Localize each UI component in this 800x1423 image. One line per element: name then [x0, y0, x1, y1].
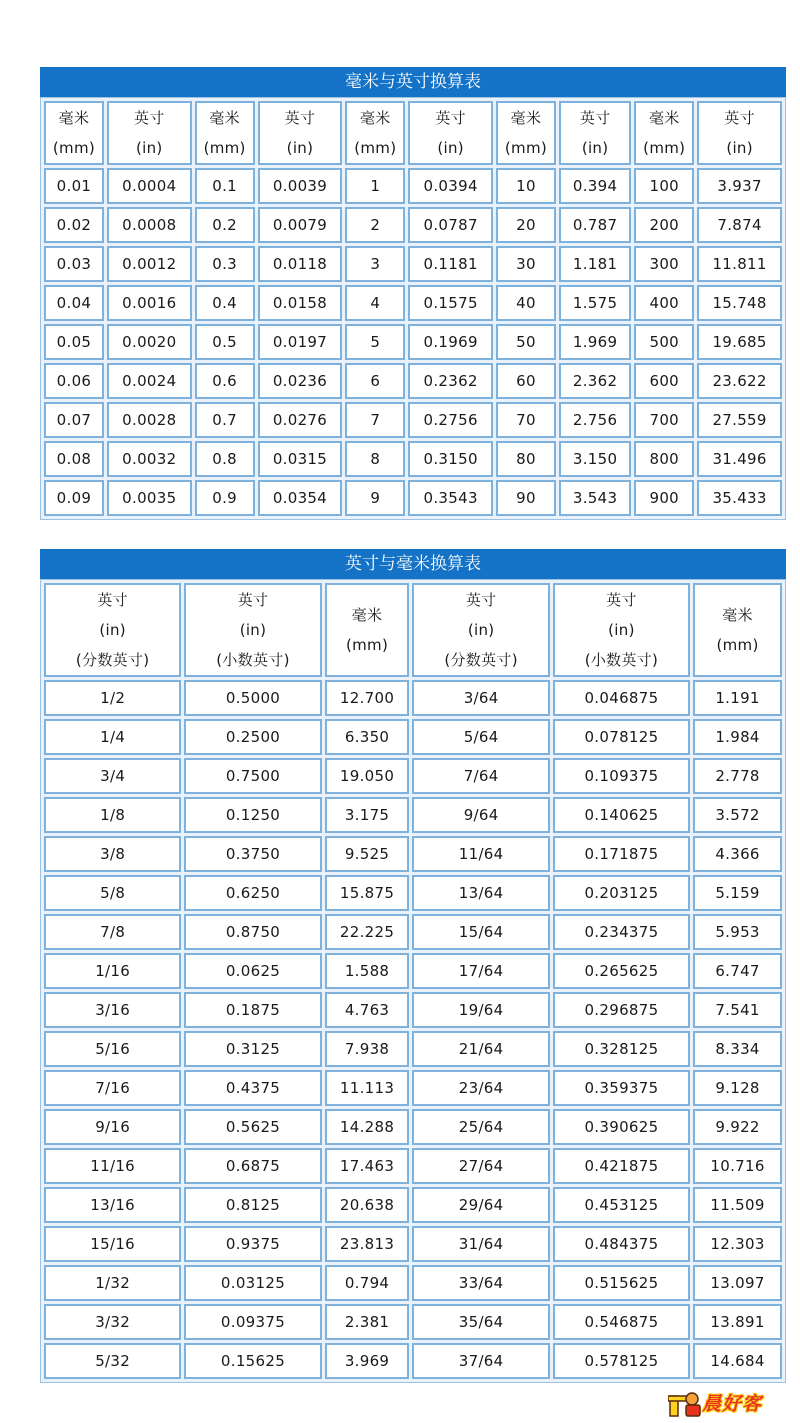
cell-mm: 20 [496, 207, 556, 243]
table-row [44, 441, 782, 477]
cell-mm: 15.875 [325, 875, 410, 911]
cell-fraction-inch: 35/64 [412, 1304, 549, 1340]
header-mm: 毫米 (mm) [634, 101, 694, 165]
cell-mm: 800 [634, 441, 694, 477]
cell-in: 0.3543 [408, 480, 493, 516]
header-in: 英寸 (in) [408, 101, 493, 165]
cell-fraction-inch: 19/64 [412, 992, 549, 1028]
mm-to-inch-grid [40, 97, 786, 520]
cell-mm: 1.588 [325, 953, 410, 989]
cell-mm: 60 [496, 363, 556, 399]
cell-decimal-inch: 0.03125 [184, 1265, 321, 1301]
cell-in: 2.756 [559, 402, 631, 438]
cell-mm: 0.4 [195, 285, 255, 321]
cell-fraction-inch: 5/64 [412, 719, 549, 755]
cell-fraction-inch: 9/64 [412, 797, 549, 833]
header-mm: 毫米 (mm) [195, 101, 255, 165]
cell-fraction-inch: 21/64 [412, 1031, 549, 1067]
cell-fraction-inch: 27/64 [412, 1148, 549, 1184]
cell-in: 0.0020 [107, 324, 192, 360]
cell-mm: 0.02 [44, 207, 104, 243]
cell-decimal-inch: 0.8750 [184, 914, 321, 950]
cell-mm: 23.813 [325, 1226, 410, 1262]
cell-mm: 5.159 [693, 875, 782, 911]
cell-mm: 100 [634, 168, 694, 204]
cell-in: 0.787 [559, 207, 631, 243]
cell-in: 0.0028 [107, 402, 192, 438]
cell-decimal-inch: 0.7500 [184, 758, 321, 794]
cell-mm: 70 [496, 402, 556, 438]
cell-fraction-inch: 29/64 [412, 1187, 549, 1223]
cell-mm: 0.5 [195, 324, 255, 360]
cell-fraction-inch: 3/64 [412, 680, 549, 716]
cell-fraction-inch: 11/16 [44, 1148, 181, 1184]
table-row [44, 480, 782, 516]
cell-in: 0.0158 [258, 285, 343, 321]
cell-mm: 0.01 [44, 168, 104, 204]
cell-in: 0.0035 [107, 480, 192, 516]
cell-in: 0.0024 [107, 363, 192, 399]
cell-in: 35.433 [697, 480, 782, 516]
cell-mm: 600 [634, 363, 694, 399]
cell-fraction-inch: 15/64 [412, 914, 549, 950]
cell-mm: 0.9 [195, 480, 255, 516]
cell-decimal-inch: 0.4375 [184, 1070, 321, 1106]
cell-mm: 0.07 [44, 402, 104, 438]
cell-decimal-inch: 0.078125 [553, 719, 690, 755]
cell-in: 0.0236 [258, 363, 343, 399]
cell-decimal-inch: 0.046875 [553, 680, 690, 716]
cell-fraction-inch: 15/16 [44, 1226, 181, 1262]
cell-mm: 2.778 [693, 758, 782, 794]
table-row [44, 1304, 782, 1340]
table-row [44, 324, 782, 360]
cell-mm: 6.350 [325, 719, 410, 755]
cell-fraction-inch: 1/32 [44, 1265, 181, 1301]
cell-fraction-inch: 5/16 [44, 1031, 181, 1067]
cell-mm: 9.525 [325, 836, 410, 872]
cell-mm: 13.097 [693, 1265, 782, 1301]
cell-in: 0.1969 [408, 324, 493, 360]
cell-in: 27.559 [697, 402, 782, 438]
cell-fraction-inch: 5/8 [44, 875, 181, 911]
cell-in: 0.0197 [258, 324, 343, 360]
cell-mm: 400 [634, 285, 694, 321]
cell-mm: 0.05 [44, 324, 104, 360]
cell-decimal-inch: 0.515625 [553, 1265, 690, 1301]
table-row [44, 1187, 782, 1223]
cell-decimal-inch: 0.109375 [553, 758, 690, 794]
table-row [44, 246, 782, 282]
cell-fraction-inch: 33/64 [412, 1265, 549, 1301]
table-header-row [44, 101, 782, 165]
cell-in: 0.1181 [408, 246, 493, 282]
table-row [44, 914, 782, 950]
cell-decimal-inch: 0.1875 [184, 992, 321, 1028]
cell-decimal-inch: 0.296875 [553, 992, 690, 1028]
cell-mm: 4.366 [693, 836, 782, 872]
cell-mm: 1 [345, 168, 405, 204]
header-in: 英寸 (in) [697, 101, 782, 165]
header-fraction-inch: 英寸 (in) (分数英寸) [412, 583, 549, 677]
cell-in: 0.2362 [408, 363, 493, 399]
table-row [44, 719, 782, 755]
header-mm: 毫米 (mm) [345, 101, 405, 165]
cell-in: 1.575 [559, 285, 631, 321]
header-decimal-inch: 英寸 (in) (小数英寸) [553, 583, 690, 677]
cell-in: 0.0787 [408, 207, 493, 243]
cell-mm: 0.8 [195, 441, 255, 477]
table-row [44, 402, 782, 438]
cell-mm: 700 [634, 402, 694, 438]
cell-in: 0.0004 [107, 168, 192, 204]
cell-mm: 4 [345, 285, 405, 321]
cell-fraction-inch: 25/64 [412, 1109, 549, 1145]
cell-mm: 30 [496, 246, 556, 282]
cell-mm: 0.3 [195, 246, 255, 282]
cell-mm: 0.03 [44, 246, 104, 282]
cell-decimal-inch: 0.578125 [553, 1343, 690, 1379]
header-in: 英寸 (in) [559, 101, 631, 165]
cell-mm: 500 [634, 324, 694, 360]
table-row [44, 1343, 782, 1379]
cell-in: 19.685 [697, 324, 782, 360]
cell-decimal-inch: 0.3750 [184, 836, 321, 872]
cell-decimal-inch: 0.203125 [553, 875, 690, 911]
cell-mm: 5.953 [693, 914, 782, 950]
cell-mm: 300 [634, 246, 694, 282]
watermark-logo [668, 1390, 792, 1418]
cell-mm: 0.04 [44, 285, 104, 321]
cell-fraction-inch: 17/64 [412, 953, 549, 989]
cell-mm: 0.2 [195, 207, 255, 243]
cell-in: 0.2756 [408, 402, 493, 438]
cell-in: 0.0394 [408, 168, 493, 204]
cell-mm: 6 [345, 363, 405, 399]
logo-mascot-icon [668, 1390, 704, 1418]
table-row [44, 1109, 782, 1145]
cell-mm: 9.128 [693, 1070, 782, 1106]
cell-in: 0.3150 [408, 441, 493, 477]
cell-mm: 7.541 [693, 992, 782, 1028]
cell-decimal-inch: 0.328125 [553, 1031, 690, 1067]
cell-decimal-inch: 0.5625 [184, 1109, 321, 1145]
header-fraction-inch: 英寸 (in) (分数英寸) [44, 583, 181, 677]
cell-in: 0.0039 [258, 168, 343, 204]
cell-mm: 2 [345, 207, 405, 243]
watermark-text: 晨好客 [702, 1393, 763, 1415]
cell-mm: 12.303 [693, 1226, 782, 1262]
cell-decimal-inch: 0.421875 [553, 1148, 690, 1184]
cell-fraction-inch: 23/64 [412, 1070, 549, 1106]
inch-to-mm-table [40, 549, 786, 1383]
table-row [44, 1265, 782, 1301]
table-row [44, 953, 782, 989]
cell-fraction-inch: 3/32 [44, 1304, 181, 1340]
cell-in: 11.811 [697, 246, 782, 282]
mm-to-inch-table [40, 67, 786, 520]
cell-mm: 14.288 [325, 1109, 410, 1145]
cell-decimal-inch: 0.171875 [553, 836, 690, 872]
cell-fraction-inch: 1/8 [44, 797, 181, 833]
cell-in: 0.0016 [107, 285, 192, 321]
header-mm: 毫米 (mm) [44, 101, 104, 165]
cell-mm: 0.1 [195, 168, 255, 204]
cell-mm: 10 [496, 168, 556, 204]
table-row [44, 992, 782, 1028]
table-row [44, 680, 782, 716]
cell-decimal-inch: 0.2500 [184, 719, 321, 755]
cell-decimal-inch: 0.09375 [184, 1304, 321, 1340]
cell-fraction-inch: 37/64 [412, 1343, 549, 1379]
cell-decimal-inch: 0.6875 [184, 1148, 321, 1184]
cell-mm: 80 [496, 441, 556, 477]
cell-in: 31.496 [697, 441, 782, 477]
table-row [44, 1031, 782, 1067]
cell-mm: 11.113 [325, 1070, 410, 1106]
cell-decimal-inch: 0.390625 [553, 1109, 690, 1145]
cell-fraction-inch: 7/16 [44, 1070, 181, 1106]
cell-in: 0.0079 [258, 207, 343, 243]
table-header-row [44, 583, 782, 677]
cell-mm: 20.638 [325, 1187, 410, 1223]
cell-mm: 13.891 [693, 1304, 782, 1340]
cell-fraction-inch: 11/64 [412, 836, 549, 872]
cell-in: 3.543 [559, 480, 631, 516]
header-mm: 毫米 (mm) [325, 583, 410, 677]
cell-mm: 8 [345, 441, 405, 477]
table-row [44, 207, 782, 243]
cell-fraction-inch: 1/16 [44, 953, 181, 989]
table-row [44, 758, 782, 794]
cell-mm: 3.572 [693, 797, 782, 833]
table-row [44, 363, 782, 399]
cell-mm: 19.050 [325, 758, 410, 794]
inch-to-mm-grid [40, 579, 786, 1383]
cell-fraction-inch: 9/16 [44, 1109, 181, 1145]
cell-fraction-inch: 7/64 [412, 758, 549, 794]
mm-to-inch-title: 毫米与英寸换算表 [40, 67, 786, 97]
header-in: 英寸 (in) [107, 101, 192, 165]
cell-mm: 90 [496, 480, 556, 516]
cell-in: 0.1575 [408, 285, 493, 321]
cell-in: 3.937 [697, 168, 782, 204]
cell-mm: 0.06 [44, 363, 104, 399]
cell-mm: 0.7 [195, 402, 255, 438]
cell-mm: 7.938 [325, 1031, 410, 1067]
cell-in: 0.0032 [107, 441, 192, 477]
cell-mm: 2.381 [325, 1304, 410, 1340]
cell-mm: 17.463 [325, 1148, 410, 1184]
cell-in: 0.0354 [258, 480, 343, 516]
cell-fraction-inch: 7/8 [44, 914, 181, 950]
cell-decimal-inch: 0.265625 [553, 953, 690, 989]
cell-mm: 3.969 [325, 1343, 410, 1379]
cell-mm: 6.747 [693, 953, 782, 989]
cell-in: 0.0012 [107, 246, 192, 282]
cell-decimal-inch: 0.484375 [553, 1226, 690, 1262]
cell-mm: 8.334 [693, 1031, 782, 1067]
cell-mm: 7 [345, 402, 405, 438]
cell-mm: 900 [634, 480, 694, 516]
cell-in: 0.0118 [258, 246, 343, 282]
cell-in: 23.622 [697, 363, 782, 399]
cell-fraction-inch: 1/2 [44, 680, 181, 716]
cell-in: 1.969 [559, 324, 631, 360]
header-in: 英寸 (in) [258, 101, 343, 165]
table-row [44, 875, 782, 911]
header-mm: 毫米 (mm) [496, 101, 556, 165]
table-row [44, 168, 782, 204]
cell-mm: 50 [496, 324, 556, 360]
cell-in: 2.362 [559, 363, 631, 399]
cell-decimal-inch: 0.234375 [553, 914, 690, 950]
cell-fraction-inch: 13/16 [44, 1187, 181, 1223]
table-row [44, 1226, 782, 1262]
table-row [44, 1070, 782, 1106]
cell-mm: 10.716 [693, 1148, 782, 1184]
cell-mm: 0.794 [325, 1265, 410, 1301]
cell-in: 7.874 [697, 207, 782, 243]
table-row [44, 285, 782, 321]
cell-in: 0.0008 [107, 207, 192, 243]
cell-fraction-inch: 3/16 [44, 992, 181, 1028]
cell-decimal-inch: 0.359375 [553, 1070, 690, 1106]
cell-in: 3.150 [559, 441, 631, 477]
cell-decimal-inch: 0.0625 [184, 953, 321, 989]
cell-mm: 1.984 [693, 719, 782, 755]
cell-mm: 40 [496, 285, 556, 321]
cell-mm: 3 [345, 246, 405, 282]
cell-mm: 5 [345, 324, 405, 360]
cell-mm: 9.922 [693, 1109, 782, 1145]
cell-mm: 0.6 [195, 363, 255, 399]
cell-fraction-inch: 5/32 [44, 1343, 181, 1379]
cell-decimal-inch: 0.6250 [184, 875, 321, 911]
cell-decimal-inch: 0.1250 [184, 797, 321, 833]
cell-fraction-inch: 31/64 [412, 1226, 549, 1262]
cell-mm: 22.225 [325, 914, 410, 950]
cell-decimal-inch: 0.9375 [184, 1226, 321, 1262]
cell-in: 0.0276 [258, 402, 343, 438]
cell-in: 15.748 [697, 285, 782, 321]
cell-fraction-inch: 3/8 [44, 836, 181, 872]
cell-mm: 9 [345, 480, 405, 516]
cell-decimal-inch: 0.8125 [184, 1187, 321, 1223]
header-mm: 毫米 (mm) [693, 583, 782, 677]
cell-in: 0.0315 [258, 441, 343, 477]
inch-to-mm-title: 英寸与毫米换算表 [40, 549, 786, 579]
cell-decimal-inch: 0.3125 [184, 1031, 321, 1067]
cell-in: 0.394 [559, 168, 631, 204]
cell-mm: 3.175 [325, 797, 410, 833]
cell-mm: 0.08 [44, 441, 104, 477]
cell-mm: 14.684 [693, 1343, 782, 1379]
cell-decimal-inch: 0.546875 [553, 1304, 690, 1340]
table-row [44, 797, 782, 833]
cell-mm: 200 [634, 207, 694, 243]
cell-fraction-inch: 13/64 [412, 875, 549, 911]
cell-mm: 4.763 [325, 992, 410, 1028]
table-row [44, 1148, 782, 1184]
cell-mm: 12.700 [325, 680, 410, 716]
cell-fraction-inch: 1/4 [44, 719, 181, 755]
cell-mm: 0.09 [44, 480, 104, 516]
cell-decimal-inch: 0.5000 [184, 680, 321, 716]
cell-decimal-inch: 0.140625 [553, 797, 690, 833]
cell-decimal-inch: 0.453125 [553, 1187, 690, 1223]
table-row [44, 836, 782, 872]
cell-fraction-inch: 3/4 [44, 758, 181, 794]
cell-decimal-inch: 0.15625 [184, 1343, 321, 1379]
cell-mm: 11.509 [693, 1187, 782, 1223]
cell-mm: 1.191 [693, 680, 782, 716]
cell-in: 1.181 [559, 246, 631, 282]
header-decimal-inch: 英寸 (in) (小数英寸) [184, 583, 321, 677]
